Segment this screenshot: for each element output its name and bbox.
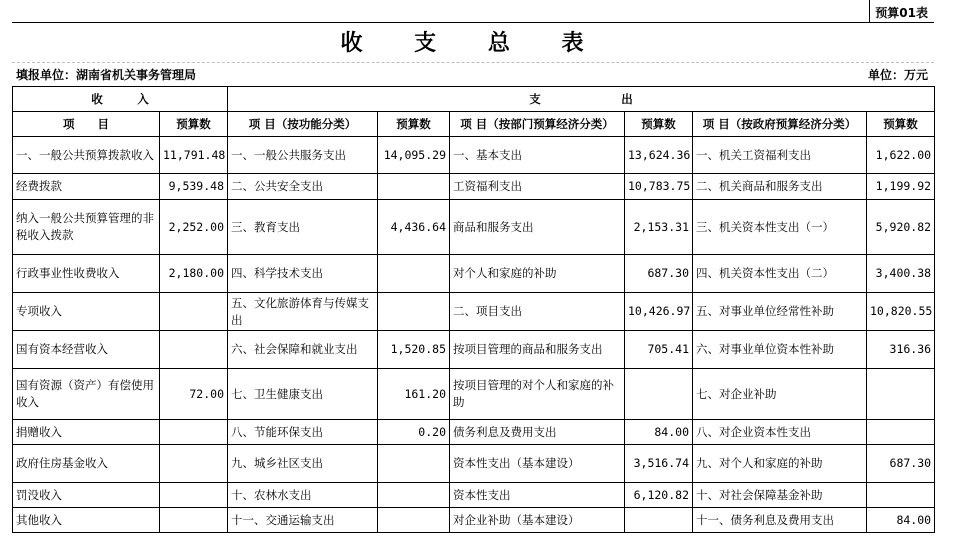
item-name-cell[interactable]: 九、对个人和家庭的补助 [693,445,867,483]
col-header-government[interactable]: 项 目（按政府预算经济分类） [693,112,867,137]
col-header-functional[interactable]: 项 目（按功能分类） [228,112,378,137]
budget-value-cell[interactable]: 13,624.36 [625,137,693,174]
budget-value-cell[interactable] [160,331,228,369]
budget-value-cell[interactable] [625,369,693,420]
table-row [13,174,935,200]
reporting-unit: 填报单位：湖南省机关事务管理局 [16,68,197,82]
budget-value-cell[interactable]: 84.00 [625,420,693,445]
item-name-cell[interactable]: 五、对事业单位经常性补助 [693,293,867,331]
section-header-row [13,87,935,112]
table-row [13,293,935,331]
budget-value-cell[interactable]: 687.30 [867,445,935,483]
budget-value-cell[interactable] [378,255,450,293]
budget-value-cell[interactable]: 10,783.75 [625,174,693,200]
budget-value-cell[interactable]: 1,199.92 [867,174,935,200]
budget-value-cell[interactable] [160,483,228,508]
item-name-cell[interactable]: 其他收入 [13,508,160,533]
budget-value-cell[interactable]: 11,791.48 [160,137,228,174]
budget-value-cell[interactable] [867,369,935,420]
col-header-budget[interactable]: 预算数 [867,112,935,137]
item-name-cell[interactable]: 四、科学技术支出 [228,255,378,293]
expense-header[interactable]: 支 出 [228,87,935,112]
item-name-cell[interactable]: 六、社会保障和就业支出 [228,331,378,369]
budget-value-cell[interactable] [378,508,450,533]
budget-value-cell[interactable]: 3,516.74 [625,445,693,483]
table-row [13,508,935,533]
item-name-cell[interactable]: 十一、债务利息及费用支出 [693,508,867,533]
budget-value-cell[interactable]: 84.00 [867,508,935,533]
item-name-cell[interactable]: 八、对企业资本性支出 [693,420,867,445]
item-name-cell[interactable]: 二、项目支出 [450,293,625,331]
item-name-cell[interactable]: 二、机关商品和服务支出 [693,174,867,200]
budget-value-cell[interactable]: 5,920.82 [867,200,935,255]
item-name-cell[interactable]: 按项目管理的商品和服务支出 [450,331,625,369]
item-name-cell[interactable]: 九、城乡社区支出 [228,445,378,483]
col-header-budget[interactable]: 预算数 [625,112,693,137]
budget-value-cell[interactable]: 1,520.85 [378,331,450,369]
budget-value-cell[interactable]: 10,426.97 [625,293,693,331]
budget-value-cell[interactable] [378,174,450,200]
table-row [13,420,935,445]
item-name-cell[interactable]: 三、机关资本性支出（一） [693,200,867,255]
col-header-item[interactable]: 项 目 [13,112,160,137]
budget-value-cell[interactable] [160,293,228,331]
item-name-cell[interactable]: 资本性支出（基本建设） [450,445,625,483]
item-name-cell[interactable]: 一、一般公共预算拨款收入 [13,137,160,174]
table-row [13,200,935,255]
table-row [13,445,935,483]
budget-value-cell[interactable]: 687.30 [625,255,693,293]
item-name-cell[interactable]: 八、节能环保支出 [228,420,378,445]
item-name-cell[interactable]: 四、机关资本性支出（二） [693,255,867,293]
col-header-department[interactable]: 项 目（按部门预算经济分类） [450,112,625,137]
item-name-cell[interactable]: 商品和服务支出 [450,200,625,255]
budget-value-cell[interactable] [378,483,450,508]
item-name-cell[interactable]: 六、对事业单位资本性补助 [693,331,867,369]
budget-value-cell[interactable]: 10,820.55 [867,293,935,331]
budget-value-cell[interactable] [160,508,228,533]
budget-value-cell[interactable]: 14,095.29 [378,137,450,174]
item-name-cell[interactable]: 工资福利支出 [450,174,625,200]
item-name-cell[interactable]: 七、卫生健康支出 [228,369,378,420]
budget-value-cell[interactable]: 4,436.64 [378,200,450,255]
item-name-cell[interactable]: 债务利息及费用支出 [450,420,625,445]
budget-value-cell[interactable] [867,420,935,445]
item-name-cell[interactable]: 行政事业性收费收入 [13,255,160,293]
budget-value-cell[interactable] [160,420,228,445]
budget-value-cell[interactable]: 3,400.38 [867,255,935,293]
table-row [13,369,935,420]
item-name-cell[interactable]: 政府住房基金收入 [13,445,160,483]
item-name-cell[interactable]: 国有资源（资产）有偿使用收入 [13,369,160,420]
item-name-cell[interactable]: 三、教育支出 [228,200,378,255]
budget-value-cell[interactable]: 6,120.82 [625,483,693,508]
budget-value-cell[interactable] [378,445,450,483]
budget-table [12,86,935,533]
budget-value-cell[interactable] [160,445,228,483]
page-title: 收 支 总 表 [340,31,606,56]
income-header[interactable]: 收 入 [13,87,228,112]
col-header-budget[interactable]: 预算数 [378,112,450,137]
item-name-cell[interactable]: 十、农林水支出 [228,483,378,508]
item-name-cell[interactable]: 资本性支出 [450,483,625,508]
table-row [13,255,935,293]
item-name-cell[interactable]: 对企业补助（基本建设） [450,508,625,533]
top-strip [12,0,934,23]
col-header-budget[interactable]: 预算数 [160,112,228,137]
item-name-cell[interactable]: 罚没收入 [13,483,160,508]
budget-value-cell[interactable]: 1,622.00 [867,137,935,174]
item-name-cell[interactable]: 二、公共安全支出 [228,174,378,200]
item-name-cell[interactable]: 一、基本支出 [450,137,625,174]
budget-value-cell[interactable] [625,508,693,533]
item-name-cell[interactable]: 经费拨款 [13,174,160,200]
column-header-row [13,112,935,137]
item-name-cell[interactable]: 一、一般公共服务支出 [228,137,378,174]
item-name-cell[interactable]: 捐赠收入 [13,420,160,445]
table-row [13,137,935,174]
item-name-cell[interactable]: 五、文化旅游体育与传媒支出 [228,293,378,331]
budget-value-cell[interactable]: 9,539.48 [160,174,228,200]
item-name-cell[interactable]: 十、对社会保障基金补助 [693,483,867,508]
budget-value-cell[interactable]: 2,252.00 [160,200,228,255]
item-name-cell[interactable]: 按项目管理的对个人和家庭的补助 [450,369,625,420]
item-name-cell[interactable]: 对个人和家庭的补助 [450,255,625,293]
budget-value-cell[interactable]: 316.36 [867,331,935,369]
budget-value-cell[interactable] [867,483,935,508]
budget-value-cell[interactable]: 72.00 [160,369,228,420]
budget-value-cell[interactable]: 2,153.31 [625,200,693,255]
divider [12,62,934,63]
table-row [13,331,935,369]
item-name-cell[interactable]: 专项收入 [13,293,160,331]
budget-value-cell[interactable]: 2,180.00 [160,255,228,293]
budget-value-cell[interactable]: 705.41 [625,331,693,369]
budget-value-cell[interactable]: 0.20 [378,420,450,445]
budget-value-cell[interactable] [378,293,450,331]
item-name-cell[interactable]: 十一、交通运输支出 [228,508,378,533]
item-name-cell[interactable]: 七、对企业补助 [693,369,867,420]
form-code: 预算01表 [875,6,928,20]
item-name-cell[interactable]: 纳入一般公共预算管理的非税收入拨款 [13,200,160,255]
item-name-cell[interactable]: 一、机关工资福利支出 [693,137,867,174]
table-body [13,137,935,533]
budget-value-cell[interactable]: 161.20 [378,369,450,420]
table-row [13,483,935,508]
currency-unit: 单位：万元 [867,68,928,82]
item-name-cell[interactable]: 国有资本经营收入 [13,331,160,369]
